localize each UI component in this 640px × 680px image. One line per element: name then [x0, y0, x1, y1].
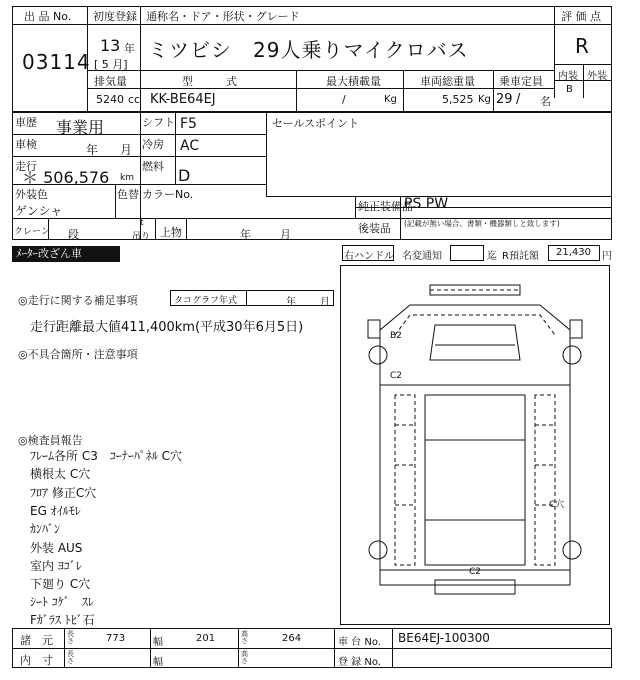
report-line: ｶﾝﾊﾞﾝ	[30, 522, 61, 536]
color-number-label: カラーNo.	[142, 188, 194, 201]
tachograph-label: タコグラフ年式	[174, 296, 238, 306]
r-deposit-unit: 円	[602, 251, 612, 262]
roof-year: 年	[240, 228, 251, 241]
diagram-mark-c2-bottom: C2	[469, 567, 482, 577]
diagram-mark-c2-left: C2	[390, 371, 403, 381]
capacity-value: 29	[496, 92, 513, 107]
report-line: EG ｵｲﾙﾓﾚ	[30, 504, 81, 518]
history-label: 車歴	[15, 116, 37, 129]
max-mileage-note: 走行距離最大値411,400km(平成30年6月5日)	[30, 320, 304, 335]
inspection-month: 月	[120, 143, 133, 157]
exterior-color-label: 外装色	[15, 188, 48, 201]
model-name-label: 通称名・ドア・形状・グレード	[146, 10, 300, 23]
aircon-value: AC	[180, 138, 200, 154]
model-name-value: ミツビシ 29人乗りマイクロバス	[148, 38, 469, 62]
dims-label: 諸 元	[20, 634, 53, 647]
fuel-value: D	[178, 166, 191, 185]
interior-grade-value: B	[566, 84, 573, 95]
color-change-label: 色替	[117, 188, 139, 201]
fuel-label: 燃料	[142, 160, 164, 173]
type-label: 型 式	[182, 75, 237, 88]
capacity-label: 乗車定員	[499, 75, 543, 88]
chassis-label: 車 台 No.	[338, 637, 381, 648]
name-change-box	[450, 245, 484, 261]
first-registration-label: 初度登録	[93, 10, 137, 23]
odometer-tampered-banner: ﾒｰﾀｰ改ざん車	[12, 246, 120, 262]
height-label: 高さ	[241, 630, 248, 645]
first-registration-month: [ 5 月]	[94, 58, 128, 71]
inspector-report-label: ◎検査員報告	[18, 434, 83, 447]
report-line: Fｶﾞﾗｽ ﾄﾋﾞ石	[30, 613, 95, 627]
report-line: 外装 AUS	[30, 541, 83, 555]
defects-label: ◎不具合箇所・注意事項	[18, 348, 138, 361]
chassis-value: BE64EJ-100300	[398, 631, 490, 645]
selling-points-label: セールスポイント	[272, 117, 360, 130]
crane-label: クレーン	[14, 227, 50, 237]
mileage-label: 走行	[15, 160, 37, 173]
shift-value: F5	[180, 116, 197, 132]
score-label: 評 価 点	[561, 10, 601, 23]
max-load-unit: Kg	[384, 94, 397, 105]
displacement-unit: cc	[128, 93, 141, 106]
r-deposit-label: R預託額	[502, 251, 539, 262]
name-change-label: 名変通知	[402, 251, 442, 262]
score-value: R	[575, 34, 589, 58]
r-deposit-value: 21,430	[556, 247, 591, 258]
roof-label: 上物	[160, 226, 182, 239]
exterior-color-value: ゲンシャ	[15, 204, 63, 218]
width-label: 幅	[153, 637, 163, 648]
displacement-label: 排気量	[94, 75, 127, 88]
first-registration-year-unit: 年	[124, 42, 135, 55]
history-value: 事業用	[56, 118, 105, 137]
steering-value: 右ハンドル	[344, 251, 394, 262]
report-line: ﾌﾚｰﾑ各所 C3 ｺｰﾅｰﾊﾟﾈﾙ C穴	[30, 449, 183, 463]
report-line: ﾌﾛｱ 修正C穴	[30, 486, 97, 500]
inner-length-label: 長さ	[67, 650, 74, 665]
aftermarket-note: (記載が無い場合、書類・機器類しと致します)	[404, 219, 560, 228]
crane-ton-bottom: 吊り	[132, 232, 151, 242]
report-line: 下廻り C穴	[30, 577, 91, 591]
aftermarket-label: 後装品	[358, 222, 391, 235]
tachograph-month: 月	[320, 297, 330, 308]
capacity-unit: 名	[540, 95, 551, 108]
max-load-value: /	[342, 93, 346, 106]
exterior-grade-label: 外装	[587, 71, 607, 82]
report-line: 室内 ﾖｺﾞﾚ	[30, 559, 82, 573]
diagram-mark-b2: B2	[390, 331, 402, 341]
displacement-value: 5240	[96, 93, 124, 106]
report-line: 横根太 C穴	[30, 467, 91, 481]
gross-weight-unit: Kg	[478, 94, 491, 105]
inspection-label: 車検	[15, 138, 37, 151]
interior-dims-label: 内 寸	[20, 654, 53, 667]
first-registration-year: 13	[100, 36, 121, 55]
gross-weight-value: 5,525	[442, 93, 474, 106]
crane-stage: 段	[68, 228, 79, 241]
roof-month: 月	[280, 228, 291, 241]
crane-ton-top: t	[140, 218, 144, 228]
mileage-supplement-label: ◎走行に関する補足事項	[18, 294, 138, 307]
interior-grade-label: 内装	[558, 71, 578, 82]
mileage-unit: km	[120, 173, 134, 183]
equipment-value: PS PW	[404, 196, 449, 212]
shift-label: シフト	[142, 116, 175, 129]
report-line: ｼｰﾄ ｺｹﾞ ｽﾚ	[30, 595, 94, 609]
max-load-label: 最大積載量	[326, 75, 381, 88]
tachograph-year: 年	[286, 297, 296, 308]
inner-height-label: 高さ	[241, 650, 248, 665]
type-value: KK-BE64EJ	[150, 92, 216, 107]
lot-number-value: 03114	[22, 50, 91, 74]
registration-label: 登 録 No.	[338, 657, 381, 668]
diagram-mark-c-hole: C穴	[549, 500, 565, 510]
inner-width-label: 幅	[153, 657, 163, 668]
width-value: 201	[196, 633, 216, 644]
inspection-year: 年	[86, 143, 99, 157]
equipment-label: 純正装備品	[358, 200, 413, 213]
height-value: 264	[282, 633, 302, 644]
lot-number-label: 出 品 No.	[24, 10, 72, 23]
aircon-label: 冷房	[142, 138, 164, 151]
length-value: 773	[106, 633, 126, 644]
capacity-slash: /	[516, 92, 521, 107]
length-label: 長さ	[67, 630, 74, 645]
mileage-value: ＊ 506,576	[22, 168, 110, 187]
name-change-deadline: 迄	[487, 251, 497, 262]
gross-weight-label: 車両総重量	[420, 75, 475, 88]
